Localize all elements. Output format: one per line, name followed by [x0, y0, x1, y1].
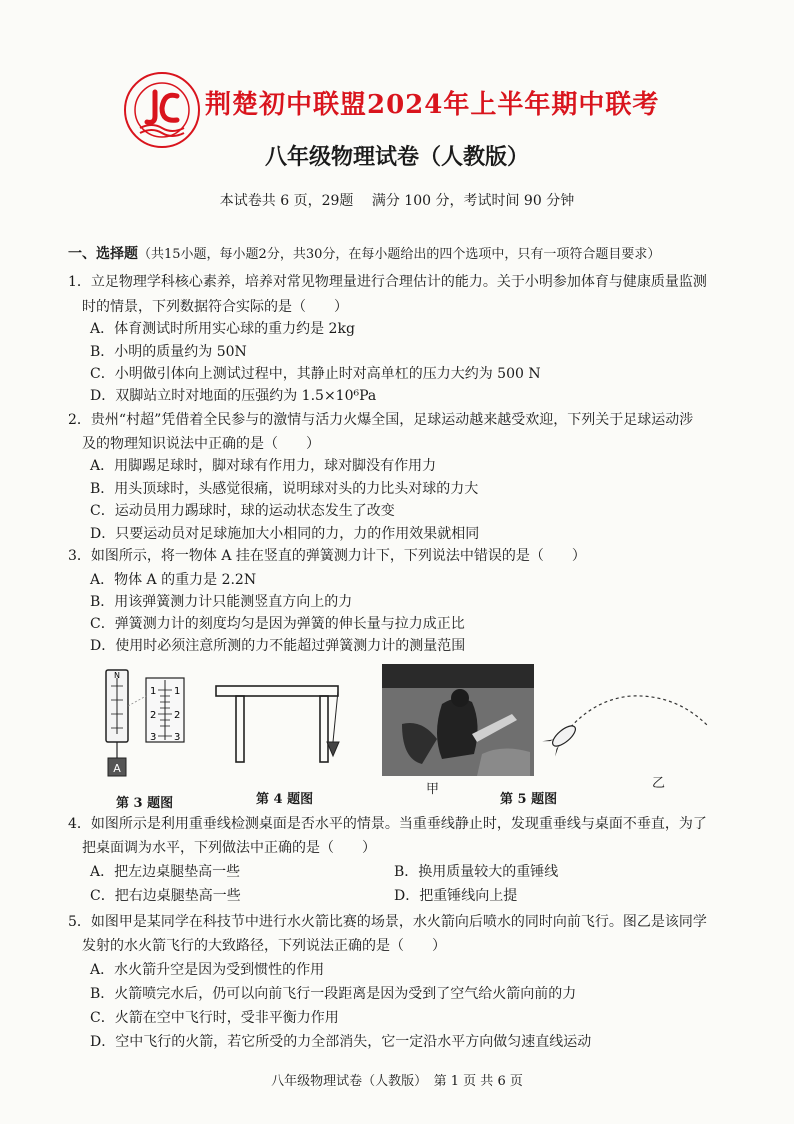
- question-4-option-b: B．换用质量较大的重锤线: [394, 864, 559, 880]
- section-heading: [68, 244, 660, 265]
- exam-info: 本试卷共 6 页，29题 满分 100 分，考试时间 90 分钟: [219, 193, 575, 209]
- block-a-label: A: [113, 762, 121, 775]
- question-4-option-d: D．把重锤线向上提: [394, 888, 518, 904]
- question-4-stem-2: 把桌面调为水平，下列做法中正确的是（ ）: [68, 840, 376, 856]
- question-3-option-a: A．物体 A 的重力是 2.2N: [90, 572, 257, 588]
- question-4-option-c: C．把右边桌腿垫高一些: [90, 888, 241, 904]
- question-3-option-b: B．用该弹簧测力计只能测竖直方向上的力: [90, 594, 353, 610]
- question-2-option-b: B．用头顶球时，头感觉很痛，说明球对头的力比头对球的力大: [90, 481, 479, 497]
- question-1-option-b: B．小明的质量约为 50N: [90, 344, 247, 360]
- question-5-stem-2: 发射的水火箭飞行的大致路径，下列说法正确的是（ ）: [68, 938, 446, 954]
- figure-3-spring-scale: [98, 666, 190, 786]
- question-5-option-d: D．空中飞行的火箭，若它所受的力全部消失，它一定沿水平方向做匀速直线运动: [90, 1034, 592, 1050]
- section-note: （共15小题，每小题2分，共30分，在每小题给出的四个选项中，只有一项符合题目要求）: [138, 247, 661, 262]
- question-2-option-c: C．运动员用力踢球时，球的运动状态发生了改变: [90, 503, 395, 519]
- exam-title: 荆楚初中联盟2024年上半年期中联考: [205, 90, 660, 120]
- figure-5-caption: 第 5 题图: [500, 792, 558, 807]
- question-2-option-a: A．用脚踢足球时，脚对球有作用力，球对脚没有作用力: [90, 458, 437, 474]
- question-5-option-c: C．火箭在空中飞行时，受非平衡力作用: [90, 1010, 339, 1026]
- scale-right-3: 3: [174, 732, 181, 743]
- question-4-stem-1: 4．如图所示是利用重垂线检测桌面是否水平的情景。当重垂线静止时，发现重垂线与桌面不垂直，为了: [68, 816, 707, 832]
- question-3-option-d: D．使用时必须注意所测的力不能超过弹簧测力计的测量范围: [90, 638, 466, 654]
- figure-5-rocket-path: [536, 680, 712, 760]
- figure-4-table-plumb-line: [214, 684, 344, 766]
- question-1-option-c: C．小明做引体向上测试过程中，其静止时对高单杠的压力大约为 500 N: [90, 366, 541, 382]
- question-2-stem-1: 2．贵州“村超”凭借着全民参与的激情与活力火爆全国，足球运动越来越受欢迎，下列关于足球运动涉: [68, 412, 694, 428]
- figure-3-caption: 第 3 题图: [116, 796, 174, 811]
- scale-unit-label: N: [114, 671, 120, 680]
- section-title: 一、选择题: [68, 246, 138, 262]
- question-1-stem-2: 时的情景，下列数据符合实际的是（ ）: [68, 299, 348, 315]
- scale-right-1: 1: [174, 686, 181, 697]
- figure-5-label-a: 甲: [426, 782, 440, 797]
- question-3-stem-1: 3．如图所示，将一物体 A 挂在竖直的弹簧测力计下，下列说法中错误的是（ ）: [68, 548, 586, 564]
- question-3-option-c: C．弹簧测力计的刻度均匀是因为弹簧的伸长量与拉力成正比: [90, 616, 465, 632]
- scale-left-2: 2: [150, 710, 157, 721]
- scale-left-1: 1: [150, 686, 157, 697]
- question-5-stem-1: 5．如图甲是某同学在科技节中进行水火箭比赛的场景，水火箭向后喷水的同时向前飞行。图乙是该同学: [68, 914, 707, 930]
- question-2-stem-2: 及的物理知识说法中正确的是（ ）: [68, 436, 320, 452]
- alliance-logo: [122, 70, 202, 150]
- figure-5-label-b: 乙: [652, 776, 666, 791]
- scale-right-2: 2: [174, 710, 181, 721]
- question-1-option-d: D．双脚站立时对地面的压强约为 1.5×10⁶Pa: [90, 388, 377, 404]
- question-2-option-d: D．只要运动员对足球施加大小相同的力，力的作用效果就相同: [90, 526, 480, 542]
- question-1-option-a: A．体育测试时所用实心球的重力约是 2kg: [90, 321, 355, 337]
- question-4-option-a: A．把左边桌腿垫高一些: [90, 864, 241, 880]
- question-5-option-b: B．火箭喷完水后，仍可以向前飞行一段距离是因为受到了空气给火箭向前的力: [90, 986, 577, 1002]
- question-5-option-a: A．水火箭升空是因为受到惯性的作用: [90, 962, 325, 978]
- scale-left-3: 3: [150, 732, 157, 743]
- question-1-stem-1: 1．立足物理学科核心素养，培养对常见物理量进行合理估计的能力。关于小明参加体育与健康质量监测: [68, 274, 707, 290]
- figure-5-photo: [382, 664, 534, 776]
- figure-4-caption: 第 4 题图: [256, 792, 314, 807]
- page-footer: 八年级物理试卷（人教版） 第 1 页 共 6 页: [271, 1074, 523, 1089]
- paper-subtitle: 八年级物理试卷（人教版）: [264, 144, 529, 170]
